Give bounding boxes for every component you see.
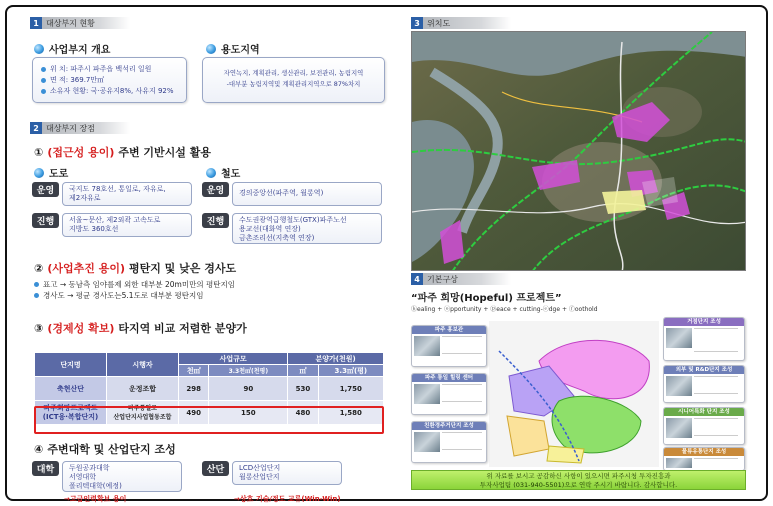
tag-progress: 진행 xyxy=(202,213,229,228)
rail-operating-row xyxy=(202,182,382,206)
contact-banner: 위 자료를 보시고 공감하신 사항이 있으시면 파주시청 투자진흥과 투자사업팀 (031-940-5501)으로 연락 주시기 바랍니다. 감사합니다. xyxy=(411,470,746,490)
rail-operating-box: 경의중앙선(파주역, 월롱역) xyxy=(232,182,382,206)
project-acronym: ⓗealing + ⓞpportunity + ⓟeace + cutting-ⓔdge + ⓕoothold xyxy=(411,306,598,313)
section-1-title: 대상부지 현황 xyxy=(46,18,95,28)
rail-title: 철도 xyxy=(221,169,241,180)
table-cell: 530 xyxy=(288,377,318,401)
point-2-item: 경사도 → 평균 경사도는5.1도로 대부분 평탄지임 xyxy=(34,290,235,301)
table-cell: 축현산단 xyxy=(35,377,107,401)
table-header-operator: 시행자 xyxy=(107,353,179,377)
zoning-line: -대부분 농림지역및 계획관리지역으로 87%차지 xyxy=(226,80,361,88)
rail-progress-row xyxy=(202,213,382,244)
photo-thumbnail xyxy=(414,432,440,452)
overview-item: 위 치: 파주시 파주읍 백석리 일원 xyxy=(41,64,178,75)
price-comparison-table xyxy=(34,352,384,425)
road-progress-row xyxy=(32,213,192,237)
table-header-price: 분양가(천원) xyxy=(288,353,384,365)
location-map xyxy=(411,31,746,271)
table-cell: 파주희망프로젝트 (ICT융·복합단지) xyxy=(35,401,107,425)
photo-thumbnail xyxy=(666,458,692,468)
tag-industrial: 산단 xyxy=(202,461,229,476)
callout-promotion-hall: 파주 홍보관 xyxy=(411,325,487,367)
overview-title: 사업부지 개요 xyxy=(49,45,111,56)
industrial-note: →상호 기술/정도 교류(Win-Win) xyxy=(234,495,341,503)
road-progress-box: 서울~문산, 제2외곽 고속도로 지방도 360호선 xyxy=(62,213,192,237)
university-row xyxy=(32,461,182,492)
dot-icon xyxy=(34,282,39,287)
section-2-header xyxy=(30,122,130,134)
table-cell: 90 xyxy=(209,377,288,401)
tag-progress: 진행 xyxy=(32,213,59,228)
table-subheader: 3.3㎡(평) xyxy=(318,365,383,377)
table-cell: 298 xyxy=(179,377,209,401)
section-4-header xyxy=(411,273,511,285)
table-cell: 150 xyxy=(209,401,288,425)
photo-thumbnail xyxy=(414,336,440,356)
callout-logistics-complex: 물류유통단지 조성 xyxy=(663,447,745,471)
table-subheader: 천㎡ xyxy=(179,365,209,377)
dot-icon xyxy=(41,78,46,83)
rail-progress-box: 수도권광역급행철도(GTX)파주노선 용교선(대화역 연장) 금촌조리선(지축역 연장) xyxy=(232,213,382,244)
photo-thumbnail xyxy=(666,418,692,438)
globe-bullet-icon xyxy=(34,168,44,178)
globe-bullet-icon xyxy=(206,44,216,54)
section-3-header xyxy=(411,17,511,29)
callout-healing-center: 파주 통일 힐링 센터 xyxy=(411,373,487,415)
overview-item: 면 적: 369.7만㎡ xyxy=(41,75,178,86)
table-cell: 운정조합 xyxy=(107,377,179,401)
concept-panel xyxy=(411,285,746,489)
right-column xyxy=(411,17,746,489)
table-cell: 490 xyxy=(179,401,209,425)
callout-eco-housing: 친환경주거단지 조성 xyxy=(411,421,487,463)
road-operating-box: 국지도 78호선, 통일로, 자유로, 제2자유로 xyxy=(62,182,192,206)
tag-operating: 운영 xyxy=(202,182,229,197)
callout-rnd-complex: 외부 및 R&D단지 조성 xyxy=(663,365,745,403)
point-4-title: ④ 주변대학 및 산업단지 조성 xyxy=(34,442,176,456)
table-header-scale: 사업규모 xyxy=(179,353,288,365)
table-cell: 파주통일로 산업단지사업협동조합 xyxy=(107,401,179,425)
callout-senior-complex: 시니어특화 단지 조성 xyxy=(663,407,745,445)
callout-hub-complex: 거점단지 조성 xyxy=(663,317,745,361)
table-subheader: ㎡ xyxy=(288,365,318,377)
photo-thumbnail xyxy=(666,328,692,348)
table-cell: 1,750 xyxy=(318,377,383,401)
table-header-name: 단지명 xyxy=(35,353,107,377)
section-3-title: 위치도 xyxy=(427,18,451,28)
left-column xyxy=(30,17,387,503)
table-cell: 480 xyxy=(288,401,318,425)
dot-icon xyxy=(41,89,46,94)
zoning-box xyxy=(202,57,385,103)
overview-box xyxy=(32,57,187,103)
university-box: 두원공과대학 서영대학 폴리텍대학(예정) xyxy=(62,461,182,492)
rail-title-row xyxy=(206,165,240,180)
overview-item: 소유자 현황: 국·공유지8%, 사유지 92% xyxy=(41,86,178,97)
section-1-number: 1 xyxy=(30,17,42,29)
photo-thumbnail xyxy=(666,376,692,396)
dot-icon xyxy=(34,293,39,298)
zoning-title: 용도지역 xyxy=(221,45,260,56)
point-2-item: 표고 → 동남측 임야를제 외한 대부분 20m미만의 평탄지임 xyxy=(34,279,235,290)
section-4-number: 4 xyxy=(411,273,423,285)
table-subheader: 3.3천㎡(천평) xyxy=(209,365,288,377)
table-row xyxy=(35,401,384,425)
globe-bullet-icon xyxy=(34,44,44,54)
section-1-header xyxy=(30,17,130,29)
tag-university: 대학 xyxy=(32,461,59,476)
project-slogan: “파주 희망(Hopeful) 프로젝트” xyxy=(411,293,562,304)
section-2-number: 2 xyxy=(30,122,42,134)
industrial-box: LCD산업단지 월롱산업단지 xyxy=(232,461,342,485)
photo-thumbnail xyxy=(414,384,440,404)
road-operating-row xyxy=(32,182,192,206)
point-2-title: ② (사업추진 용이) 평탄지 및 낮은 경사도 xyxy=(34,261,237,275)
industrial-row xyxy=(202,461,342,485)
section-2-title: 대상부지 장점 xyxy=(46,123,95,133)
point-1-title: ① (접근성 용이) 주변 기반시설 활용 xyxy=(34,145,212,159)
road-title: 도로 xyxy=(49,169,69,180)
section-3-number: 3 xyxy=(411,17,423,29)
globe-bullet-icon xyxy=(206,168,216,178)
zoning-title-row xyxy=(206,41,260,56)
point-2-list xyxy=(34,279,235,301)
table-cell: 1,580 xyxy=(318,401,383,425)
overview-title-row xyxy=(34,41,110,56)
section-4-title: 기본구상 xyxy=(427,274,458,284)
road-title-row xyxy=(34,165,68,180)
satellite-map-image xyxy=(412,32,746,271)
table-row xyxy=(35,377,384,401)
dot-icon xyxy=(41,67,46,72)
zoning-line: 자연녹지, 계획관리, 생산관리, 보전관리, 농림지역 xyxy=(223,69,364,77)
university-note: →고급인력확보 용이 xyxy=(64,495,127,503)
point-3-title: ③ (경제성 확보) 타지역 비교 저렴한 분양가 xyxy=(34,321,247,335)
tag-operating: 운영 xyxy=(32,182,59,197)
master-plan-diagram xyxy=(489,321,659,467)
